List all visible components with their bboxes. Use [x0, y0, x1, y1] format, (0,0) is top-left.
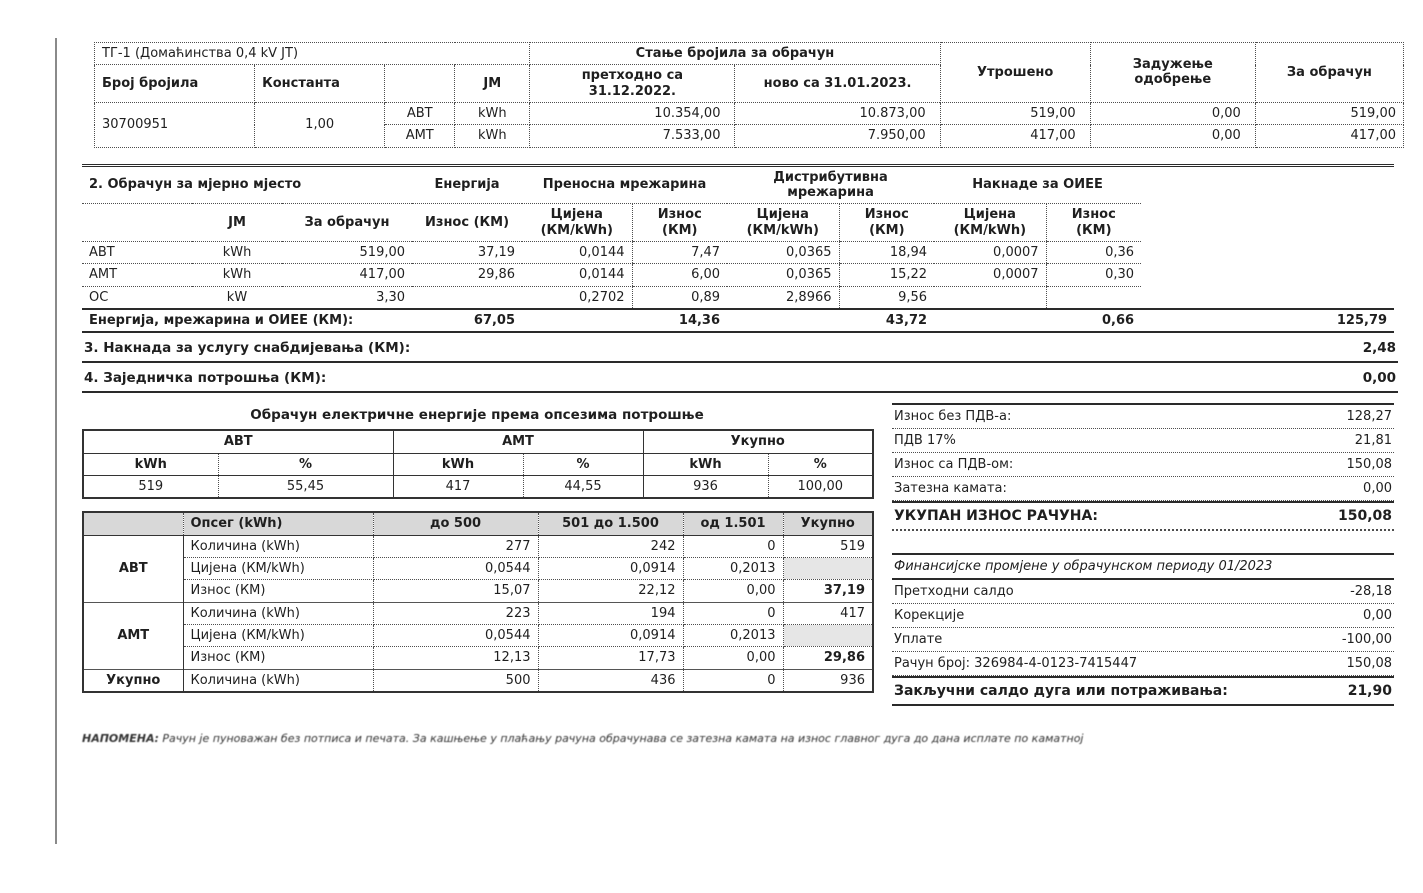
header-unit: ЈМ: [455, 65, 530, 103]
financial-changes-title: Финансијске промјене у обрачунском периоду 01/2023: [892, 555, 1394, 580]
transmission-total: 14,36: [522, 309, 727, 332]
consumption-share-table: [82, 429, 874, 499]
header-range-1: до 500: [373, 512, 538, 535]
tariff-cell: АВТ: [82, 241, 192, 263]
group-amt: АМТ: [393, 430, 643, 453]
financial-label: Претходни салдо: [894, 584, 1014, 600]
unit-cell: kW: [192, 286, 282, 309]
transmission-price: 0,2702: [522, 286, 632, 309]
header-price: Цијена (КМ/kWh): [522, 204, 632, 242]
consumed-value: 519,00: [940, 102, 1090, 124]
closing-balance-row: [892, 676, 1394, 706]
summary-value: 150,08: [1346, 457, 1392, 473]
footnote: [82, 732, 1394, 745]
energy-amount: 37,19: [412, 241, 522, 263]
financial-row: [892, 580, 1394, 604]
qty-total-cell: 519: [783, 535, 873, 557]
tariff-group-label: ТГ-1 (Домаћинства 0,4 kV ЈТ): [95, 43, 530, 65]
row-label-quantity: Количина (kWh): [183, 602, 373, 624]
financial-label: Уплате: [894, 632, 943, 648]
qty-total-cell: 936: [783, 669, 873, 692]
row-label-amount: Износ (КМ): [183, 580, 373, 602]
qty-cell: 0: [683, 669, 783, 692]
section2-title: 2. Обрачун за мјерно мјесто: [82, 165, 412, 204]
summary-label: ПДВ 17%: [894, 433, 956, 449]
table-row: [83, 475, 873, 498]
header-kwh: kWh: [83, 453, 218, 475]
distribution-price: 0,0365: [727, 241, 839, 263]
invoice-number-label: Рачун број: 326984-4-0123-7415447: [894, 656, 1138, 672]
group-label-total: Укупно: [83, 669, 183, 692]
table-row: [83, 535, 873, 557]
amt-kwh-value: 417: [393, 475, 523, 498]
header-unit: ЈМ: [192, 204, 282, 242]
unit-cell: kWh: [192, 264, 282, 286]
group-total: Укупно: [643, 430, 873, 453]
bottom-area: [82, 403, 1394, 706]
header-price: Цијена (КМ/kWh): [934, 204, 1046, 242]
header-debit-credit: Задужење одобрење: [1090, 43, 1255, 103]
distribution-price: 0,0365: [727, 264, 839, 286]
price-cell: 0,2013: [683, 557, 783, 579]
table-row: [95, 102, 1404, 124]
tariff-cell: АВТ: [385, 102, 455, 124]
bill-document: [82, 42, 1394, 745]
price-cell: 0,2013: [683, 624, 783, 646]
total-percent-value: 100,00: [768, 475, 873, 498]
amount-cell: 15,07: [373, 580, 538, 602]
summary-row: [892, 477, 1394, 501]
blank-cell: [1141, 241, 1394, 263]
price-cell: 0,0914: [538, 624, 683, 646]
billing-value: 417,00: [282, 264, 412, 286]
table-row: [82, 241, 1394, 263]
amount-cell: 0,00: [683, 580, 783, 602]
price-cell: 0,0544: [373, 557, 538, 579]
qty-cell: 277: [373, 535, 538, 557]
tariff-cell: АМТ: [82, 264, 192, 286]
invoice-total-label: УКУПАН ИЗНОС РАЧУНА:: [894, 508, 1098, 525]
blank-cell: [1141, 204, 1394, 242]
invoice-total-row: [892, 501, 1394, 531]
blank-cell: [82, 204, 192, 242]
financial-row: [892, 628, 1394, 652]
price-cell: 0,0914: [538, 557, 683, 579]
previous-reading-value: 7.533,00: [530, 125, 735, 147]
header-blank: [385, 65, 455, 103]
distribution-total: 43,72: [727, 309, 934, 332]
financial-row: [892, 604, 1394, 628]
closing-balance-label: Закључни салдо дуга или потраживања:: [894, 683, 1228, 700]
new-reading-value: 7.950,00: [735, 125, 940, 147]
consumption-ranges-table: [82, 511, 874, 693]
row-label-price: Цијена (КМ/kWh): [183, 557, 373, 579]
header-consumed: Утрошено: [940, 43, 1090, 103]
invoice-summary-column: [892, 403, 1394, 706]
page-left-border: [55, 38, 57, 844]
amount-total-cell: 29,86: [783, 647, 873, 669]
tariff-cell: ОС: [82, 286, 192, 309]
group-oiee-fee: Накнаде за ОИЕЕ: [934, 165, 1141, 204]
billing-value: 3,30: [282, 286, 412, 309]
header-range-total: Укупно: [783, 512, 873, 535]
summary-value: 128,27: [1346, 409, 1392, 425]
blank-cell: [83, 512, 183, 535]
amount-cell: 0,00: [683, 647, 783, 669]
consumption-ranges-column: [82, 403, 872, 706]
oiee-amount: 0,30: [1046, 264, 1141, 286]
invoice-number-amount: 150,08: [1346, 656, 1392, 672]
financial-value: -100,00: [1341, 632, 1392, 648]
oiee-price: [934, 286, 1046, 309]
billing-breakdown-table: [82, 164, 1394, 334]
financial-value: 0,00: [1363, 608, 1392, 624]
blank-cell: [1141, 286, 1394, 309]
oiee-amount: 0,36: [1046, 241, 1141, 263]
distribution-amount: 18,94: [839, 241, 934, 263]
table-row: [83, 624, 873, 646]
amt-percent-value: 44,55: [523, 475, 643, 498]
debit-value: 0,00: [1090, 102, 1255, 124]
header-amount: Износ (КМ): [839, 204, 934, 242]
header-amount: Износ (КМ): [1046, 204, 1141, 242]
meter-number: 30700951: [95, 102, 255, 147]
avt-percent-value: 55,45: [218, 475, 393, 498]
summary-label: Износ без ПДВ-а:: [894, 409, 1012, 425]
billing-value: 519,00: [1255, 102, 1403, 124]
unit-cell: kWh: [192, 241, 282, 263]
header-range-2: 501 до 1.500: [538, 512, 683, 535]
meter-readings-table: [94, 42, 1404, 148]
summary-label: Затезна камата:: [894, 481, 1007, 497]
header-amount: Износ (КМ): [632, 204, 727, 242]
ranges-title: Обрачун електричне енергије према опсезима потрошње: [250, 407, 704, 424]
summary-value: 21,81: [1354, 433, 1392, 449]
energy-total-label: Енергија, мрежарина и ОИЕЕ (КМ):: [82, 309, 412, 332]
common-consumption-row: [82, 363, 1398, 393]
invoice-summary: [892, 403, 1394, 531]
table-row: [82, 204, 1394, 242]
amount-total-cell: 37,19: [783, 580, 873, 602]
oiee-total: 0,66: [934, 309, 1141, 332]
blank-cell: [783, 624, 873, 646]
new-reading-value: 10.873,00: [735, 102, 940, 124]
qty-cell: 0: [683, 535, 783, 557]
qty-cell: 500: [373, 669, 538, 692]
summary-value: 0,00: [1363, 481, 1392, 497]
row-label-price: Цијена (КМ/kWh): [183, 624, 373, 646]
header-meter-number: Број бројила: [95, 65, 255, 103]
distribution-amount: 9,56: [839, 286, 934, 309]
blank-cell: [1141, 165, 1394, 204]
amount-cell: 22,12: [538, 580, 683, 602]
tariff-cell: АМТ: [385, 125, 455, 147]
header-percent: %: [768, 453, 873, 475]
row-label-quantity: Количина (kWh): [183, 669, 373, 692]
section2-grand-total: 125,79: [1141, 309, 1394, 332]
qty-cell: 0: [683, 602, 783, 624]
closing-balance-value: 21,90: [1347, 683, 1392, 700]
table-row: [83, 647, 873, 669]
qty-total-cell: 417: [783, 602, 873, 624]
header-range-3: од 1.501: [683, 512, 783, 535]
distribution-price: 2,8966: [727, 286, 839, 309]
oiee-price: 0,0007: [934, 241, 1046, 263]
supply-fee-row: [82, 333, 1398, 363]
header-for-billing: За обрачун: [282, 204, 412, 242]
distribution-amount: 15,22: [839, 264, 934, 286]
common-consumption-label: 4. Заједничка потрошња (КМ):: [84, 370, 327, 387]
group-label-amt: АМТ: [83, 602, 183, 669]
table-row: [83, 669, 873, 692]
group-transmission-fee: Преносна мрежарина: [522, 165, 727, 204]
energy-amount: 29,86: [412, 264, 522, 286]
unit-cell: kWh: [455, 102, 530, 124]
financial-changes: [892, 553, 1394, 706]
header-percent: %: [523, 453, 643, 475]
row-label-quantity: Количина (kWh): [183, 535, 373, 557]
header-previous-reading: претходно са 31.12.2022.: [530, 65, 735, 103]
header-kwh: kWh: [393, 453, 523, 475]
avt-kwh-value: 519: [83, 475, 218, 498]
billing-value: 519,00: [282, 241, 412, 263]
unit-cell: kWh: [455, 125, 530, 147]
header-range: Опсег (kWh): [183, 512, 373, 535]
table-row: [83, 557, 873, 579]
group-label-avt: АВТ: [83, 535, 183, 602]
header-new-reading: ново са 31.01.2023.: [735, 65, 940, 103]
billing-value: 417,00: [1255, 125, 1403, 147]
financial-label: Корекције: [894, 608, 965, 624]
header-for-billing: За обрачун: [1255, 43, 1403, 103]
table-row: [82, 165, 1394, 204]
table-row: [82, 264, 1394, 286]
header-kwh: kWh: [643, 453, 768, 475]
header-amount: Износ (КМ): [412, 204, 522, 242]
table-row: [83, 430, 873, 453]
table-row: [95, 43, 1404, 65]
price-cell: 0,0544: [373, 624, 538, 646]
header-constant: Константа: [255, 65, 385, 103]
previous-reading-value: 10.354,00: [530, 102, 735, 124]
total-kwh-value: 936: [643, 475, 768, 498]
supply-fee-label: 3. Накнада за услугу снабдијевања (КМ):: [84, 340, 411, 357]
table-row-total: [82, 309, 1394, 332]
row-label-amount: Износ (КМ): [183, 647, 373, 669]
header-price: Цијена (КМ/kWh): [727, 204, 839, 242]
transmission-price: 0,0144: [522, 241, 632, 263]
table-row: [83, 453, 873, 475]
summary-label: Износ са ПДВ-ом:: [894, 457, 1014, 473]
blank-cell: [783, 557, 873, 579]
summary-row: [892, 429, 1394, 453]
common-consumption-value: 0,00: [1362, 370, 1396, 387]
qty-cell: 242: [538, 535, 683, 557]
table-row: [82, 286, 1394, 309]
header-percent: %: [218, 453, 393, 475]
supply-fee-value: 2,48: [1362, 340, 1396, 357]
constant-value: 1,00: [255, 102, 385, 147]
qty-cell: 436: [538, 669, 683, 692]
financial-row-invoice-number: [892, 652, 1394, 676]
transmission-amount: 0,89: [632, 286, 727, 309]
qty-cell: 194: [538, 602, 683, 624]
group-avt: АВТ: [83, 430, 393, 453]
footnote-label: НАПОМЕНА:: [82, 732, 159, 746]
oiee-price: 0,0007: [934, 264, 1046, 286]
footnote-text: Рачун је пуноважан без потписа и печата. За кашњење у плаћању рачуна обрачунава се затезна камата на износ главног дуга до дана исплате по каматној: [162, 732, 1084, 746]
transmission-price: 0,0144: [522, 264, 632, 286]
group-distribution-fee: Дистрибутивна мрежарина: [727, 165, 934, 204]
blank-cell: [1141, 264, 1394, 286]
group-energy: Енергија: [412, 165, 522, 204]
consumed-value: 417,00: [940, 125, 1090, 147]
oiee-amount: [1046, 286, 1141, 309]
summary-row: [892, 453, 1394, 477]
energy-total: 67,05: [412, 309, 522, 332]
debit-value: 0,00: [1090, 125, 1255, 147]
qty-cell: 223: [373, 602, 538, 624]
table-row: [83, 602, 873, 624]
table-row: [83, 580, 873, 602]
amount-cell: 17,73: [538, 647, 683, 669]
energy-amount: [412, 286, 522, 309]
transmission-amount: 7,47: [632, 241, 727, 263]
amount-cell: 12,13: [373, 647, 538, 669]
header-meter-state: Стање бројила за обрачун: [530, 43, 940, 65]
table-row: [83, 512, 873, 535]
summary-row: [892, 405, 1394, 429]
financial-value: -28,18: [1350, 584, 1392, 600]
invoice-total-value: 150,08: [1337, 508, 1392, 525]
transmission-amount: 6,00: [632, 264, 727, 286]
